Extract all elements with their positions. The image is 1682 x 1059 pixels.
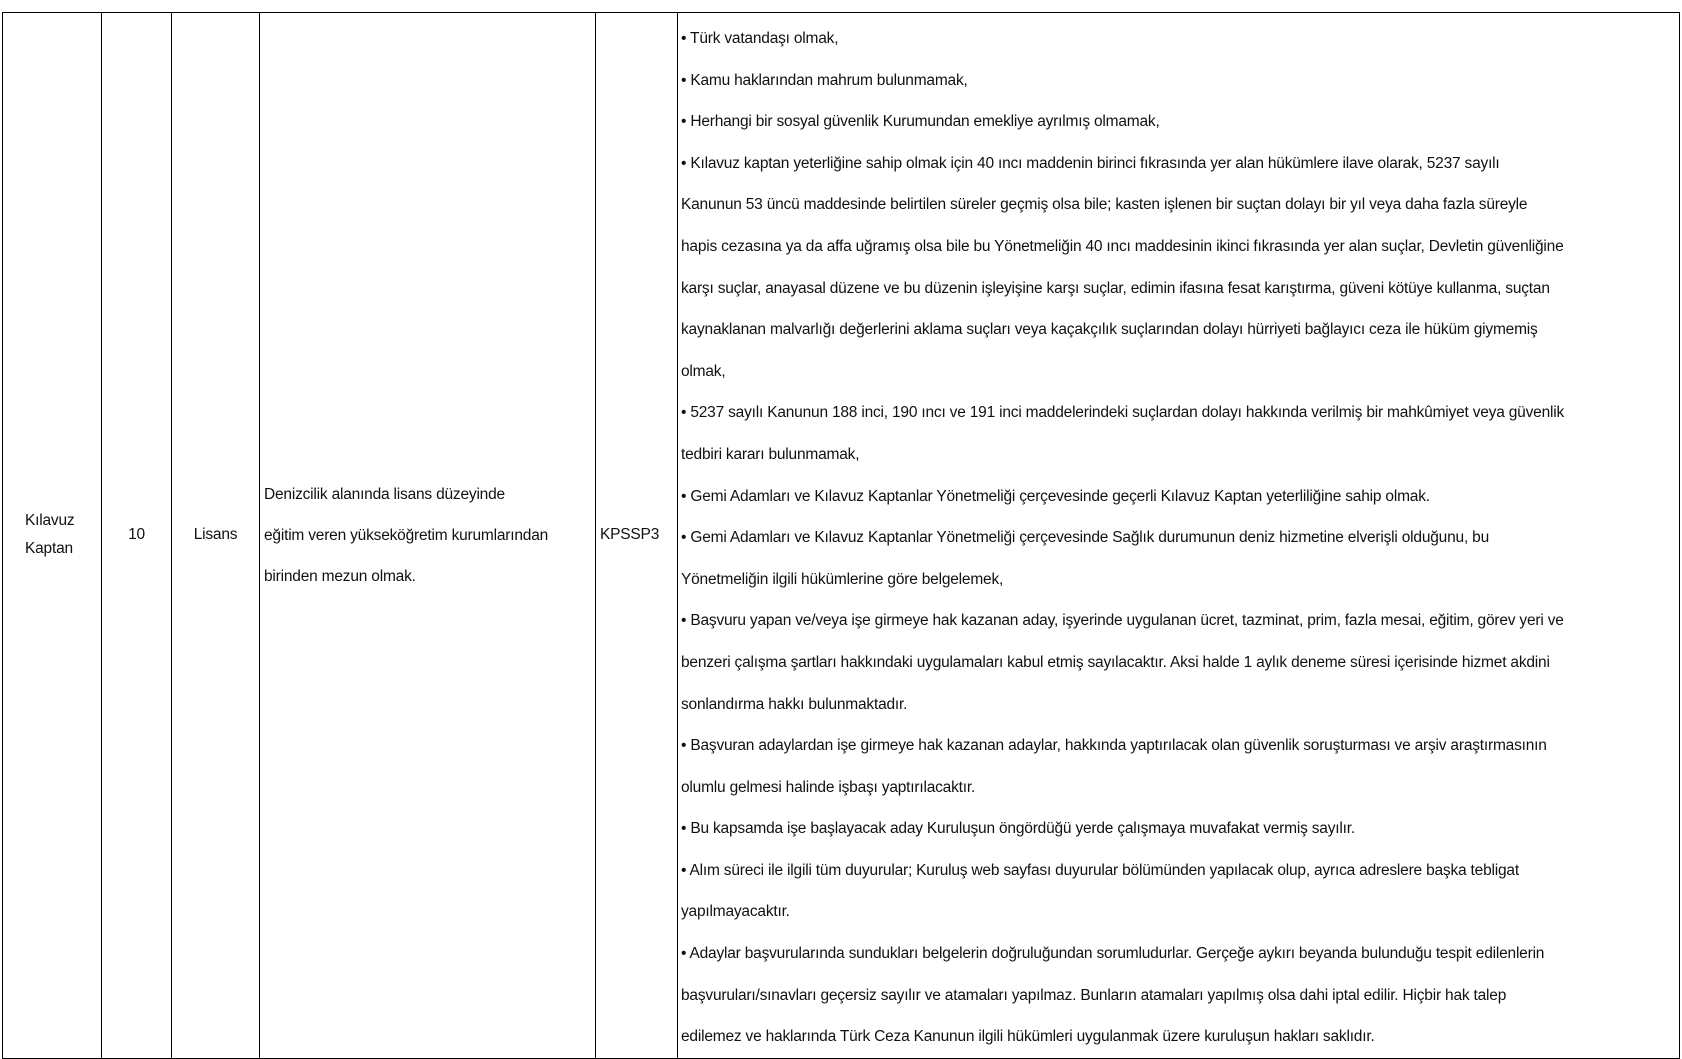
requirement-line: olumlu gelmesi halinde işbaşı yaptırılacaktır.	[681, 778, 976, 796]
requirement-line: karşı suçlar, anayasal düzene ve bu düzenin işleyişine karşı suçlar, edimin ifasına fesat karıştırma, güveni kötüye kullanma, suçtan	[681, 279, 1550, 297]
requirement-line: kaynaklanan malvarlığı değerlerini aklama suçları veya kaçakçılık suçlarından dolayı hürriyeti bağlayıcı ceza ile hüküm giymemiş	[681, 321, 1538, 339]
education-cell	[172, 13, 260, 1059]
position-cell	[3, 13, 102, 1059]
requirement-line: Kanunun 53 üncü maddesinde belirtilen süreler geçmiş olsa bile; kasten işlenen bir suçtan dolayı bir yıl veya daha fazla süreyle	[681, 196, 1528, 214]
requirement-line: benzeri çalışma şartları hakkındaki uygulamaları kabul etmiş sayılacaktır. Aksi halde 1 aylık deneme süresi içerisinde hizmet akdini	[681, 653, 1550, 671]
requirement-line: • Başvuran adaylardan işe girmeye hak kazanan adaylar, hakkında yaptırılacak olan güvenlik soruşturması ve arşiv araştırmasının	[681, 737, 1547, 755]
qualification-cell	[260, 13, 596, 1059]
score-type-cell	[596, 13, 678, 1059]
table-row	[3, 13, 1680, 1059]
requirement-line: olmak,	[681, 362, 726, 380]
requirement-line: • Başvuru yapan ve/veya işe girmeye hak kazanan aday, işyerinde uygulanan ücret, tazminat, prim, fazla mesai, eğitim, görev yeri ve	[681, 612, 1564, 630]
requirement-line: • Gemi Adamları ve Kılavuz Kaptanlar Yönetmeliği çerçevesinde geçerli Kılavuz Kaptan yeterliliğine sahip olmak.	[681, 487, 1430, 505]
requirement-line: sonlandırma hakkı bulunmaktadır.	[681, 695, 908, 713]
count-value: 10	[128, 526, 145, 544]
requirement-line: • Herhangi bir sosyal güvenlik Kurumundan emekliye ayrılmış olmamak,	[681, 113, 1160, 131]
requirement-line: • Türk vatandaşı olmak,	[681, 30, 839, 47]
requirement-line: • Bu kapsamda işe başlayacak aday Kuruluşun öngördüğü yerde çalışmaya muvafakat vermiş sayılır.	[681, 820, 1355, 838]
requirement-line: • Adaylar başvurularında sundukları belgelerin doğruluğundan sorumludurlar. Gerçeğe aykırı beyanda bulunduğu tespit edilenlerin	[681, 945, 1545, 963]
education-value: Lisans	[193, 526, 238, 544]
requirement-line: • Kılavuz kaptan yeterliğine sahip olmak için 40 ıncı maddenin birinci fıkrasında yer alan hükümlere ilave olarak, 5237 sayılı	[681, 154, 1500, 172]
count-cell	[102, 13, 172, 1059]
position-line: Kılavuz	[25, 512, 75, 530]
qualification-line: birinden mezun olmak.	[264, 567, 416, 585]
requirement-line: yapılmayacaktır.	[681, 903, 790, 921]
requirement-line: tedbiri kararı bulunmamak,	[681, 445, 860, 463]
requirement-line: • Alım süreci ile ilgili tüm duyurular; Kuruluş web sayfası duyurular bölümünden yapılacak olup, ayrıca adreslere başka tebligat	[681, 861, 1519, 879]
qualification-line: Denizcilik alanında lisans düzeyinde	[264, 485, 505, 503]
requirement-line: hapis cezasına ya da affa uğramış olsa bile bu Yönetmeliğin 40 ıncı maddesinin ikinci fıkrasında yer alan suçlar, Devletin güvenliğine	[681, 237, 1564, 255]
position-line: Kaptan	[25, 540, 73, 558]
requirement-line: başvuruları/sınavları geçersiz sayılır ve atamaları yapılmaz. Bunların atamaları yapılmış olsa dahi iptal edilir. Hiçbir hak talep	[681, 986, 1507, 1004]
requirement-line: Yönetmeliğin ilgili hükümlerine göre belgelemek,	[681, 570, 1004, 588]
score-type-value: KPSSP3	[600, 526, 660, 544]
requirement-line: edilemez ve haklarında Türk Ceza Kanunun ilgili hükümleri uygulanmak üzere kuruluşun hakları saklıdır.	[681, 1028, 1375, 1046]
requirement-line: • Kamu haklarından mahrum bulunmamak,	[681, 71, 968, 89]
requirement-line: • 5237 sayılı Kanunun 188 inci, 190 ıncı ve 191 inci maddelerindeki suçlardan dolayı hakkında verilmiş bir mahkûmiyet veya güvenlik	[681, 404, 1565, 422]
requirements-table	[2, 12, 1680, 1059]
qualification-line: eğitim veren yükseköğretim kurumlarından	[264, 526, 549, 544]
requirements-cell	[678, 13, 1680, 1059]
requirement-line: • Gemi Adamları ve Kılavuz Kaptanlar Yönetmeliği çerçevesinde Sağlık durumunun deniz hizmetine elverişli olduğunu, bu	[681, 529, 1489, 547]
